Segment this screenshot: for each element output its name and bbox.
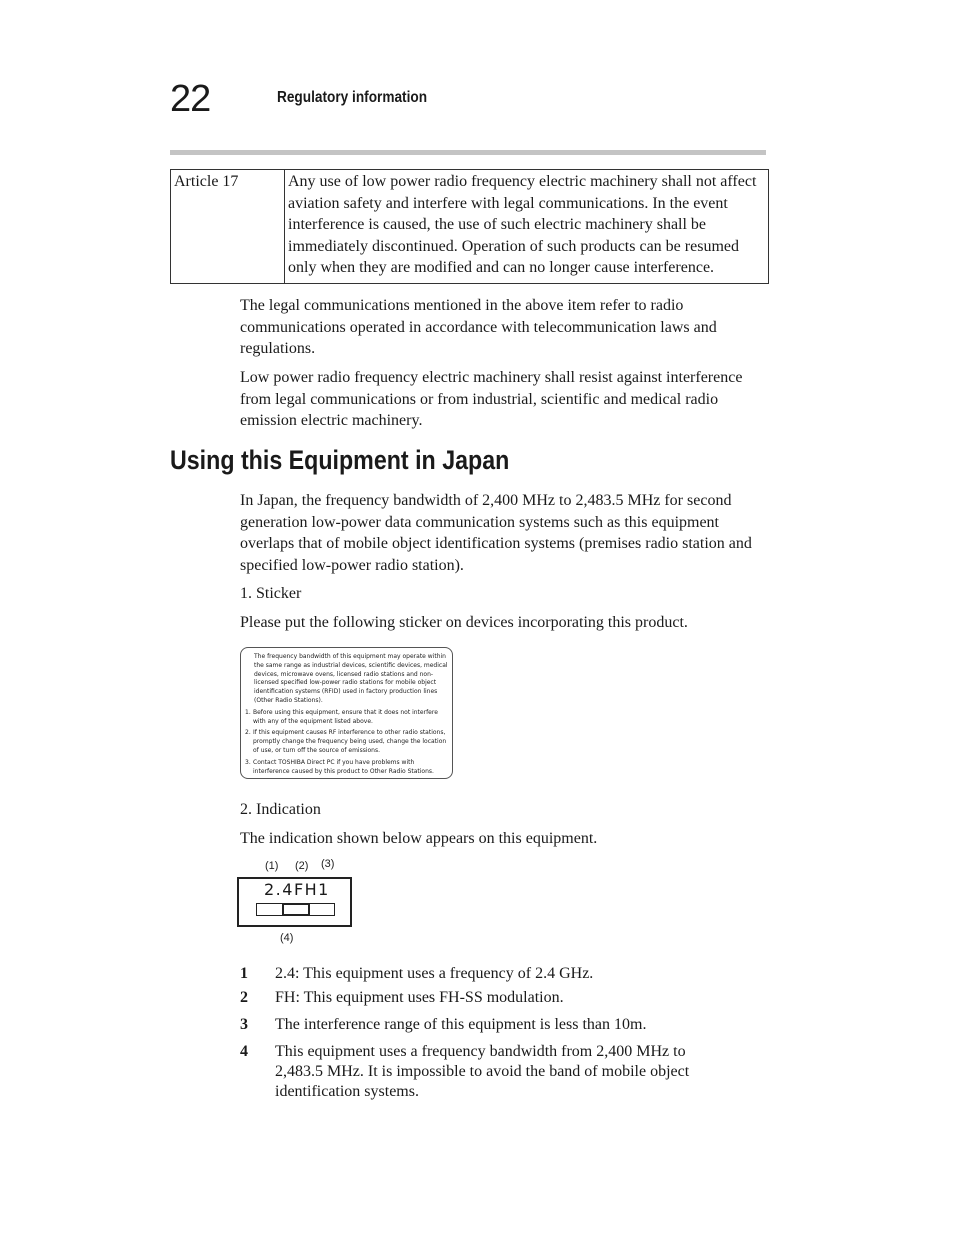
list-item <box>240 1042 768 1102</box>
article-label: Article 17 <box>171 170 285 284</box>
sticker-item-number: 2. <box>245 729 251 737</box>
list-item <box>240 1015 768 1035</box>
sticker-item-text: If this equipment causes RF interference to other radio stations, promptly change the frequency being used, change the location of use, or turn off the source of emissions. <box>253 729 447 754</box>
list-item <box>245 709 448 727</box>
sticker-heading: 1. Sticker <box>240 585 302 602</box>
indication-label-3: (3) <box>321 858 335 870</box>
section-title: Using this Equipment in Japan <box>170 445 510 475</box>
article-text: Any use of low power radio frequency electric machinery shall not affect aviation safety and interfere with legal communications. In the event interference is caused, the use of such electric machinery shall be immediately discontinued. Operation of such products can be resumed only when they are modified and can no longer cause interference. <box>285 170 769 284</box>
list-text: FH: This equipment uses FH-SS modulation. <box>275 989 564 1006</box>
sticker-item-text: Before using this equipment, ensure that it does not interfere with any of the equipment listed above. <box>253 708 438 725</box>
list-text: 2.4: This equipment uses a frequency of 2.4 GHz. <box>275 965 594 982</box>
list-text: This equipment uses a frequency bandwidth from 2,400 MHz to 2,483.5 MHz. It is impossible to avoid the band of mobile object identification systems. <box>275 1043 690 1100</box>
sticker-item-text: Contact TOSHIBA Direct PC if you have problems with interference caused by this product to Other Radio Stations. <box>253 758 434 775</box>
indication-label-4: (4) <box>280 932 294 944</box>
sticker-intro: The frequency bandwidth of this equipment may operate within the same range as industrial devices, scientific devices, medical devices, microwave ovens, licensed radio stations and non-licensed specified low-power radio stations for mobile object identification systems (RFID) used in factory production lines (Other Radio Stations). <box>254 653 448 704</box>
header-rule <box>170 150 766 155</box>
list-text: The interference range of this equipment is less than 10m. <box>275 1016 647 1033</box>
indication-heading: 2. Indication <box>240 801 321 818</box>
indication-cell <box>256 903 284 916</box>
indication-cell <box>282 903 310 916</box>
paragraph-legal-communications: The legal communications mentioned in the above item refer to radio communications operated in accordance with telecommunication laws and regulations. <box>240 297 717 357</box>
list-number: 4 <box>240 1043 248 1060</box>
sticker-item-number: 3. <box>245 758 251 766</box>
list-number: 3 <box>240 1016 248 1033</box>
running-title: Regulatory information <box>277 89 428 106</box>
sticker-instruction: Please put the following sticker on devices incorporating this product. <box>240 614 688 631</box>
section-intro: In Japan, the frequency bandwidth of 2,400 MHz to 2,483.5 MHz for second generation low-power data communication systems such as this equipment overlaps that of mobile object identification systems (premises radio station and specified low-power radio station). <box>240 492 752 574</box>
indication-label-1: (1) <box>265 860 279 872</box>
indication-code: 2.4FH1 <box>264 880 330 899</box>
list-item <box>240 988 768 1008</box>
list-number: 1 <box>240 965 248 982</box>
sticker-image <box>240 647 453 779</box>
page-number: 22 <box>170 78 211 120</box>
indication-instruction: The indication shown below appears on this equipment. <box>240 830 598 847</box>
list-item <box>245 759 448 777</box>
table-row <box>171 170 769 284</box>
indication-label-2: (2) <box>295 860 309 872</box>
list-item <box>240 964 768 984</box>
sticker-item-number: 1. <box>245 708 251 716</box>
list-number: 2 <box>240 989 248 1006</box>
indication-cell <box>308 903 335 916</box>
article-table <box>170 169 769 284</box>
list-item <box>245 729 448 755</box>
paragraph-low-power: Low power radio frequency electric machinery shall resist against interference from legal communications or from industrial, scientific and medical radio emission electric machinery. <box>240 369 743 429</box>
